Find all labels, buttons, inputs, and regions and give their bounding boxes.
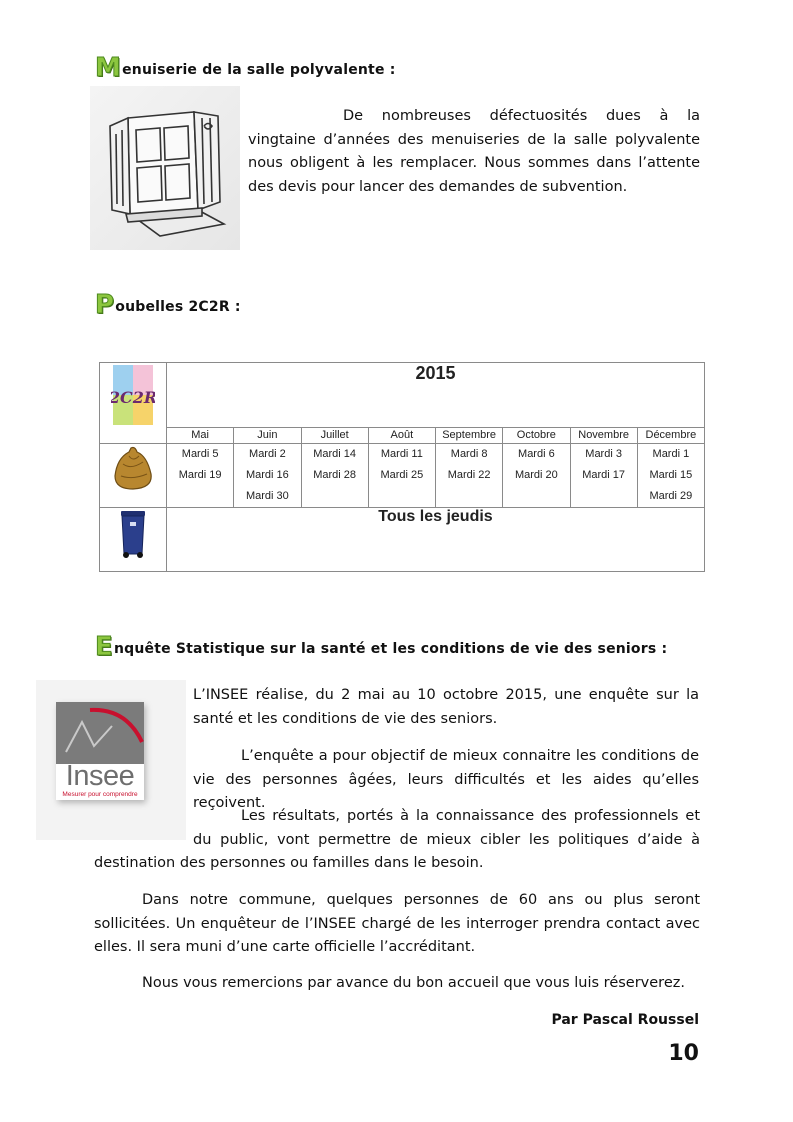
window-icon xyxy=(90,86,240,250)
date-entry: Mardi 14 xyxy=(313,448,357,460)
insee-logo xyxy=(56,702,144,800)
date-entry: Mardi 19 xyxy=(178,469,222,481)
month-header: Septembre xyxy=(436,428,503,444)
bin-cell xyxy=(100,508,167,572)
date-entry: Mardi 22 xyxy=(447,469,491,481)
month-header: Mai xyxy=(167,428,234,444)
enquete-paragraph-3: Les résultats, portés à la connaissance des professionnels et du public, vont permettre de mieux cibler les politiques d’aide à destination des personnes ou familles dans le besoin. xyxy=(94,808,700,871)
enquete-paragraph-2: L’enquête a pour objectif de mieux connaitre les conditions de vie des personnes âgées, leurs difficultés et les aides qu’elles reçoivent. xyxy=(193,748,699,811)
enquete-paragraph-4: Dans notre commune, quelques personnes de 60 ans ou plus seront sollicitées. Un enquêteur de l’INSEE chargé de les interroger prendra contact avec elles. Il sera muni d’une carte officielle l’accréditant. xyxy=(94,892,700,955)
dates-cell xyxy=(301,444,368,508)
collection-schedule-table xyxy=(99,362,705,572)
bag-cell xyxy=(100,444,167,508)
dates-cell xyxy=(234,444,301,508)
recycling-bag-icon xyxy=(111,444,155,492)
dropcap-letter: E xyxy=(95,632,113,662)
enquete-paragraph-5: Nous vous remercions par avance du bon accueil que vous luis réserverez. xyxy=(142,975,685,991)
dates-cell xyxy=(167,444,234,508)
month-header: Novembre xyxy=(570,428,637,444)
months-row xyxy=(100,428,705,444)
date-entry: Mardi 25 xyxy=(380,469,424,481)
month-header: Août xyxy=(368,428,435,444)
date-entry: Mardi 15 xyxy=(649,469,693,481)
2c2r-logo-icon xyxy=(111,363,155,427)
bin-row xyxy=(100,508,705,572)
year-header: 2015 xyxy=(167,363,705,428)
dates-cell xyxy=(570,444,637,508)
month-header: Décembre xyxy=(637,428,704,444)
dates-row xyxy=(100,444,705,508)
month-header: Octobre xyxy=(503,428,570,444)
date-entry: Mardi 28 xyxy=(313,469,357,481)
dates-cell xyxy=(637,444,704,508)
date-entry: Mardi 30 xyxy=(245,490,289,502)
dropcap-letter: M xyxy=(95,53,122,83)
dropcap-letter: P xyxy=(95,290,115,320)
date-entry: Mardi 16 xyxy=(245,469,289,481)
dates-cell xyxy=(436,444,503,508)
page-number: 10 xyxy=(668,1041,699,1066)
date-entry: Mardi 8 xyxy=(450,448,488,460)
section-title-text: oubelles 2C2R : xyxy=(115,299,241,315)
section-title-enquete xyxy=(95,632,668,662)
logo-cell xyxy=(100,363,167,444)
enquete-paragraph-3-wrap xyxy=(94,805,700,876)
dates-cell xyxy=(503,444,570,508)
month-header: Juin xyxy=(234,428,301,444)
float-spacer xyxy=(94,805,193,829)
date-entry: Mardi 1 xyxy=(652,448,690,460)
signature: Par Pascal Roussel xyxy=(551,1012,699,1028)
dates-cell xyxy=(368,444,435,508)
enquete-paragraph-1: L’INSEE réalise, du 2 mai au 10 octobre 2015, une enquête sur la santé et les conditions de vie des seniors. xyxy=(193,687,699,727)
date-entry: Mardi 20 xyxy=(514,469,558,481)
section-title-text: nquête Statistique sur la santé et les conditions de vie des seniors : xyxy=(113,641,668,657)
insee-wordmark: Insee xyxy=(65,760,135,792)
date-entry: Mardi 11 xyxy=(380,448,423,460)
date-entry: Mardi 29 xyxy=(649,490,693,502)
section-title-poubelles xyxy=(95,290,241,320)
date-entry: Mardi 6 xyxy=(518,448,555,460)
date-entry: Mardi 5 xyxy=(181,448,219,460)
window-shutter-illustration xyxy=(90,86,240,250)
logo-text: 2C2R xyxy=(111,388,155,407)
wheelie-bin-icon xyxy=(118,508,148,560)
section-title-text: enuiserie de la salle polyvalente : xyxy=(122,62,396,78)
month-header: Juillet xyxy=(301,428,368,444)
date-entry: Mardi 17 xyxy=(582,469,626,481)
insee-tagline: Mesurer pour comprendre xyxy=(62,791,138,798)
date-entry: Mardi 3 xyxy=(585,448,622,460)
insee-emblem-icon xyxy=(56,702,144,764)
menuiserie-paragraph: De nombreuses défectuosités dues à la vingtaine d’années des menuiseries de la salle polyvalente nous obligent à les remplacer. Nous sommes dans l’attente des devis pour lancer des demandes de subvention. xyxy=(248,108,700,195)
date-entry: Mardi 2 xyxy=(249,448,286,460)
bin-collection-label: Tous les jeudis xyxy=(167,508,705,572)
section-title-menuiserie xyxy=(95,53,396,83)
